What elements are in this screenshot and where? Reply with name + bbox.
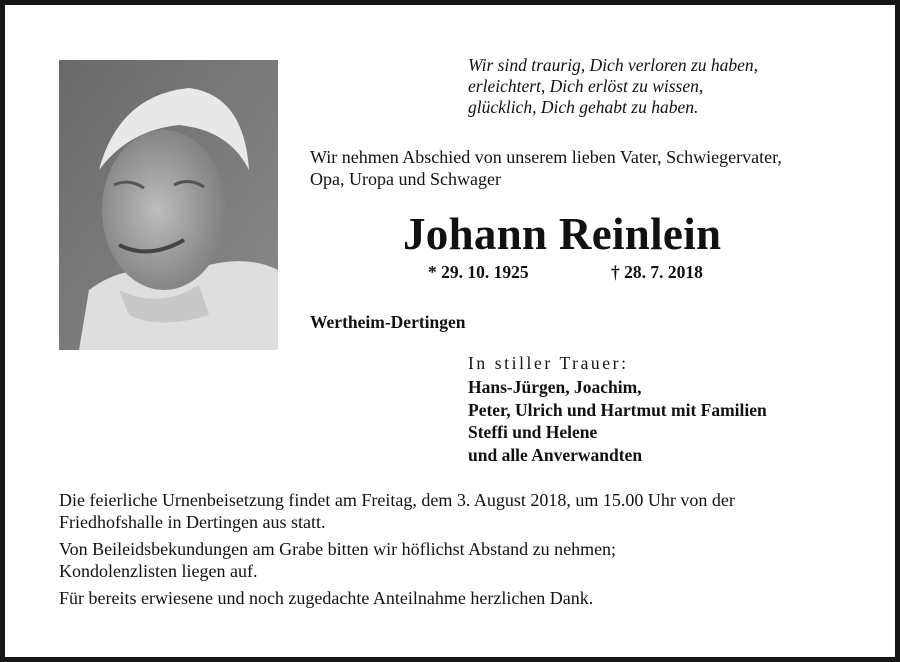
quote (468, 55, 758, 118)
intro-line: Opa, Uropa und Schwager (310, 169, 501, 189)
mourner-line: Steffi und Helene (468, 422, 598, 442)
info-line: Die feierliche Urnenbeisetzung findet am Freitag, dem 3. August 2018, um 15.00 Uhr von der (59, 490, 735, 510)
intro-line: Wir nehmen Abschied von unserem lieben Vater, Schwiegervater, (310, 147, 782, 167)
info-line: Friedhofshalle in Dertingen aus statt. (59, 512, 326, 532)
death-date: † 28. 7. 2018 (611, 262, 703, 282)
quote-line: erleichtert, Dich erlöst zu wissen, (468, 76, 704, 96)
info-line: Von Beileidsbekundungen am Grabe bitten wir höflichst Abstand zu nehmen; (59, 539, 617, 559)
mourner-line: und alle Anverwandten (468, 444, 643, 465)
info-line: Kondolenzlisten liegen auf. (59, 561, 258, 581)
birth-date: * 29. 10. 1925 (428, 262, 529, 282)
quote-line: Wir sind traurig, Dich verloren zu haben, (468, 55, 759, 75)
mourners-list (468, 376, 767, 466)
funeral-info (59, 489, 735, 609)
place: Wertheim-Dertingen (310, 312, 466, 332)
mourner-line: Peter, Ulrich und Hartmut mit Familien (468, 399, 767, 420)
trauer-label: In stiller Trauer: (468, 353, 629, 373)
deceased-name: Johann Reinlein (403, 209, 722, 259)
intro-text (310, 146, 782, 190)
quote-line: glücklich, Dich gehabt zu haben. (468, 97, 699, 117)
portrait-photo (59, 60, 278, 350)
info-line: Für bereits erwiesene und noch zugedachte Anteilnahme herzlichen Dank. (59, 588, 594, 608)
mourner-line: Hans-Jürgen, Joachim, (468, 377, 642, 397)
